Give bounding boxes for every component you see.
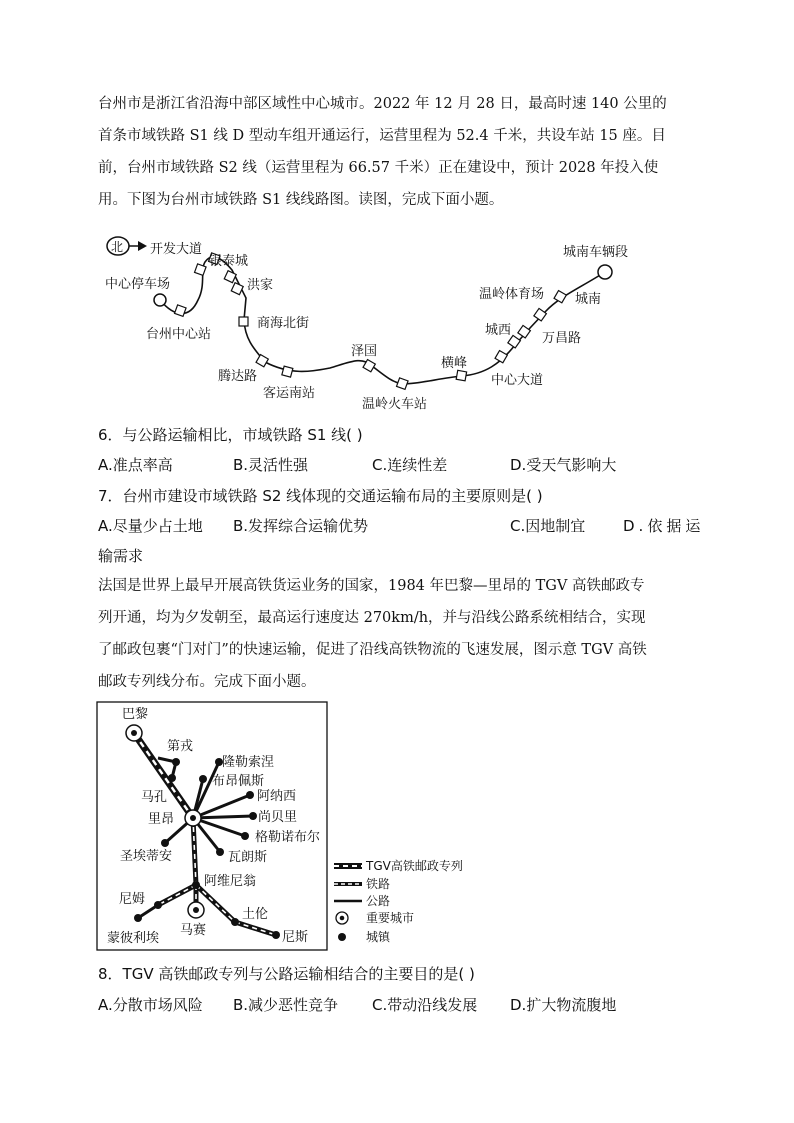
question-8-option-a[interactable]: A.分散市场风险 xyxy=(98,996,203,1014)
place-label: 阿维尼翁 xyxy=(204,874,257,889)
passage-2-line-3: 了邮政包裹“门对门”的快速运输，促进了沿线高铁物流的飞速发展，图示意 TGV 高铁 xyxy=(98,642,647,658)
station-label: 横峰 xyxy=(441,356,468,371)
question-8-option-d[interactable]: D.扩大物流腹地 xyxy=(510,996,617,1014)
station-label: 台州中心站 xyxy=(146,327,212,342)
question-6-option-b[interactable]: B.灵活性强 xyxy=(233,456,309,474)
place-label: 瓦朗斯 xyxy=(228,850,268,865)
station-label: 银泰城 xyxy=(209,254,249,269)
question-7-option-d[interactable]: D.依据运 xyxy=(623,517,705,535)
question-6-option-a[interactable]: A.准点率高 xyxy=(98,456,173,474)
legend-important-city-label: 重要城市 xyxy=(366,911,415,925)
legend-tgv-label: TGV高铁邮政专列 xyxy=(366,859,463,873)
place-label: 马赛 xyxy=(180,923,207,938)
passage-1-line-3: 前，台州市域铁路 S2 线（运营里程为 66.57 千米）正在建设中，预计 2028 年投入使 xyxy=(98,160,659,176)
place-label: 尼斯 xyxy=(282,930,309,945)
station-label: 洪家 xyxy=(247,278,274,293)
station-label: 城南 xyxy=(575,292,602,307)
place-label: 马孔 xyxy=(141,790,168,805)
station-label: 开发大道 xyxy=(150,242,203,257)
station-label: 城西 xyxy=(485,323,512,338)
station-label: 万昌路 xyxy=(542,331,582,346)
station-label: 温岭体育场 xyxy=(479,287,545,302)
place-label: 第戎 xyxy=(167,739,194,754)
station-label: 温岭火车站 xyxy=(362,397,428,412)
place-label: 格勒诺布尔 xyxy=(255,830,321,845)
question-6-option-c[interactable]: C.连续性差 xyxy=(372,456,448,474)
place-label: 布昂佩斯 xyxy=(212,774,265,789)
passage-2-line-1: 法国是世界上最早开展高铁货运业务的国家，1984 年巴黎—里昂的 TGV 高铁邮政专 xyxy=(98,578,645,594)
question-8-stem: 8．TGV 高铁邮政专列与公路运输相结合的主要目的是( ) xyxy=(98,965,475,983)
question-7-option-a[interactable]: A.尽量少占土地 xyxy=(98,517,203,535)
station-label: 城南车辆段 xyxy=(563,245,629,260)
question-6-option-d[interactable]: D.受天气影响大 xyxy=(510,456,617,474)
legend-town-label: 城镇 xyxy=(366,930,391,944)
place-label: 尚贝里 xyxy=(258,810,298,825)
legend-road-label: 公路 xyxy=(366,894,391,908)
passage-1-line-4: 用。下图为台州市域铁路 S1 线线路图。读图，完成下面小题。 xyxy=(98,192,504,208)
place-label: 巴黎 xyxy=(122,707,149,722)
passage-2-line-2: 列开通，均为夕发朝至，最高运行速度达 270km/h，并与沿线公路系统相结合，实现 xyxy=(98,610,646,626)
question-8-option-b[interactable]: B.减少恶性竞争 xyxy=(233,996,339,1014)
station-label: 中心大道 xyxy=(491,373,544,388)
passage-1-line-1: 台州市是浙江省沿海中部区域性中心城市。2022 年 12 月 28 日，最高时速 140 公里的 xyxy=(98,96,667,112)
place-label: 隆勒索涅 xyxy=(222,755,275,770)
station-label: 泽国 xyxy=(351,344,378,359)
question-7-option-c[interactable]: C.因地制宜 xyxy=(510,517,586,535)
question-8-option-c[interactable]: C.带动沿线发展 xyxy=(372,996,478,1014)
place-label: 土伦 xyxy=(242,907,269,922)
place-label: 阿纳西 xyxy=(257,789,297,804)
north-label: 北 xyxy=(111,240,124,254)
place-label: 里昂 xyxy=(148,812,175,827)
place-label: 蒙彼利埃 xyxy=(107,931,160,946)
passage-1-line-2: 首条市域铁路 S1 线 D 型动车组开通运行，运营里程为 52.4 千米，共设车站 15 座。目 xyxy=(98,128,666,144)
place-label: 尼姆 xyxy=(119,892,146,907)
place-label: 圣埃蒂安 xyxy=(120,849,173,864)
legend-railway-label: 铁路 xyxy=(366,877,391,891)
passage-2-line-4: 邮政专列线分布。完成下面小题。 xyxy=(98,674,316,690)
question-7-stem: 7．台州市建设市域铁路 S2 线体现的交通运输布局的主要原则是( ) xyxy=(98,487,543,505)
question-7-option-d-continued: 输需求 xyxy=(98,547,144,565)
question-6-stem: 6．与公路运输相比，市域铁路 S1 线( ) xyxy=(98,426,363,444)
station-label: 腾达路 xyxy=(218,369,258,384)
question-7-option-b[interactable]: B.发挥综合运输优势 xyxy=(233,517,369,535)
station-label: 客运南站 xyxy=(263,386,316,401)
station-label: 商海北街 xyxy=(257,316,310,331)
station-label: 中心停车场 xyxy=(105,277,171,292)
map-legend xyxy=(334,858,463,944)
